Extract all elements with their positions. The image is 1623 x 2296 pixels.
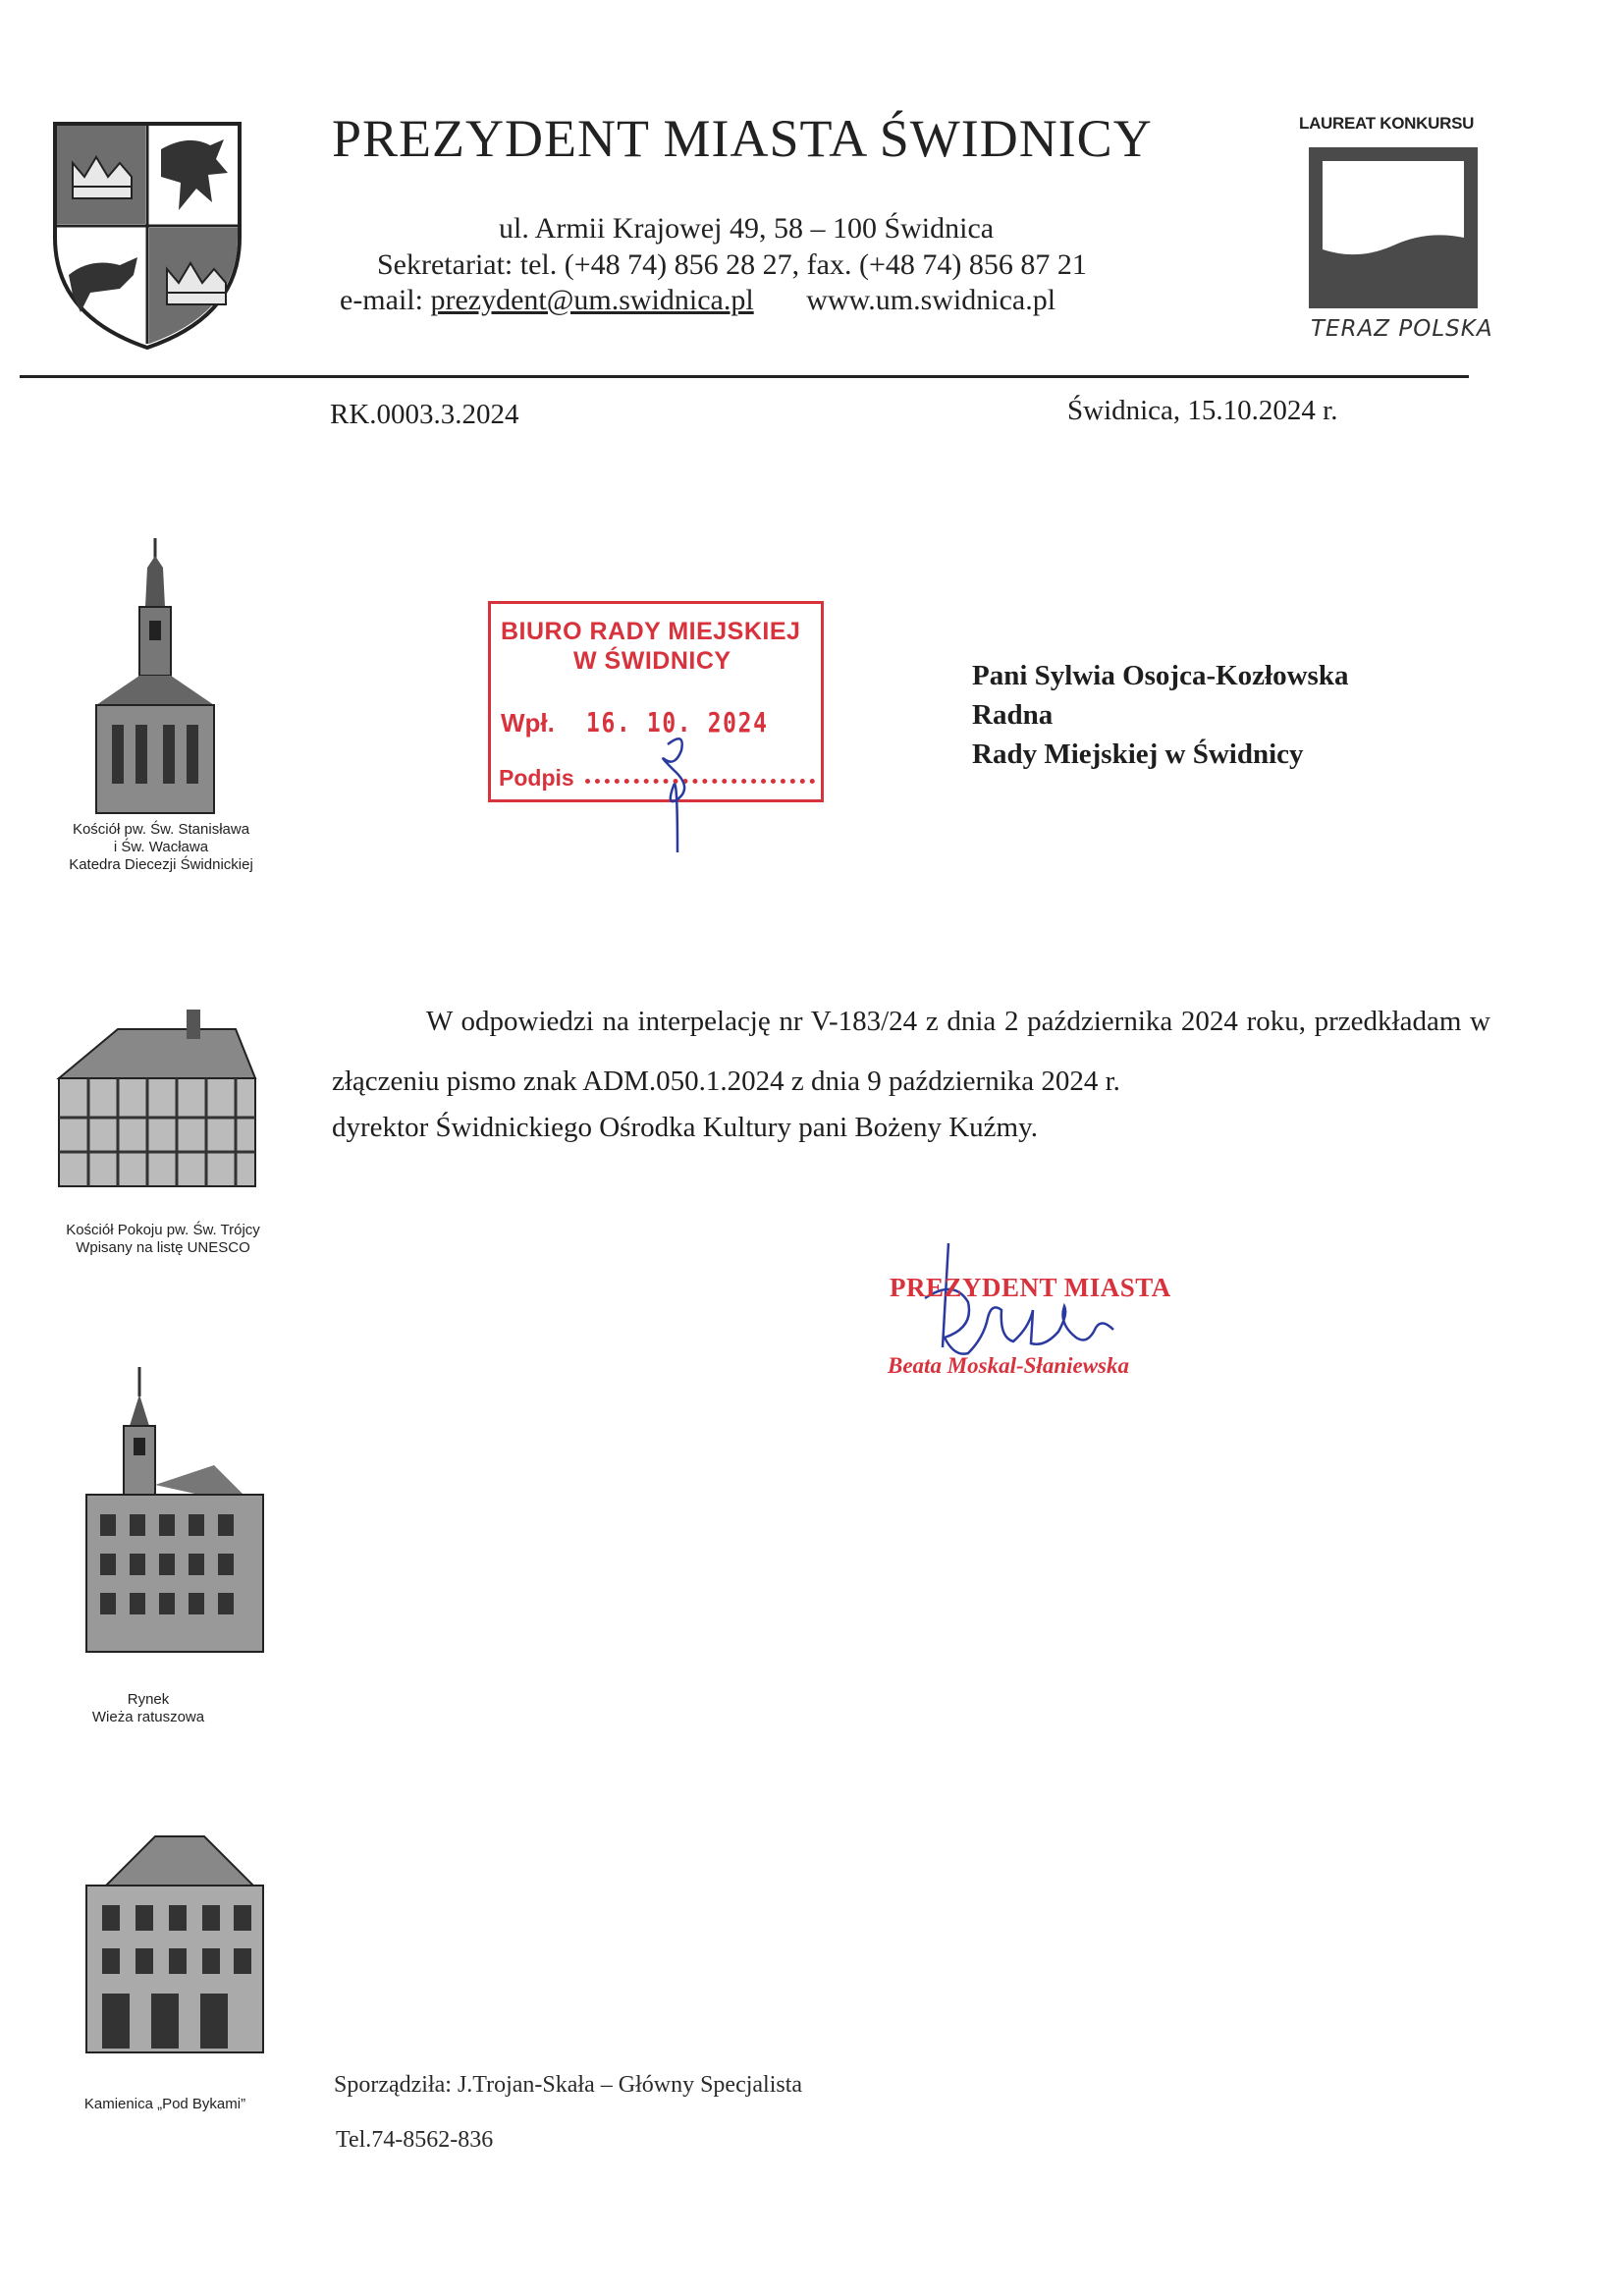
church-of-peace-drawing: [39, 1010, 269, 1192]
badge-top-text: LAUREAT KONKURSU: [1299, 114, 1475, 133]
coat-of-arms-emblem: [51, 120, 243, 352]
phone-line: Sekretariat: tel. (+48 74) 856 28 27, fax. (+48 74) 856 87 21: [377, 248, 1087, 281]
caption-line: Kościół pw. Św. Stanisława: [72, 821, 250, 838]
caption-line: Rynek: [127, 1691, 170, 1708]
body-paragraph: W odpowiedzi na interpelację nr V-183/24 z dnia 2 października 2024 roku, przedkładam w złączeniu pismo znak ADM.050.1.2024 z dnia 9 października 2024 r.: [332, 1006, 1490, 1097]
recipient-name: Pani Sylwia Osojca-Kozłowska: [972, 660, 1349, 691]
flag-logo-icon: [1309, 147, 1478, 308]
initials-scribble: [648, 731, 707, 852]
badge-bottom-text: TERAZ POLSKA: [1311, 316, 1493, 342]
caption-line: Katedra Diecezji Świdnickiej: [69, 856, 253, 873]
signature-name: Beata Moskal-Słaniewska: [888, 1353, 1130, 1378]
tower-caption: [75, 1691, 222, 1726]
header-divider: [20, 375, 1469, 378]
recipient-role: Radna: [972, 699, 1054, 731]
stamp-line: BIURO RADY MIEJSKIEJ: [501, 618, 801, 645]
stamp-received-date: 16. 10. 2024: [586, 706, 769, 738]
page-title: PREZYDENT MIASTA ŚWIDNICY: [332, 109, 1153, 168]
caption-line: Kościół Pokoju pw. Św. Trójcy: [66, 1222, 260, 1238]
prepared-by: Sporządziła: J.Trojan-Skała – Główny Specjalista: [334, 2072, 803, 2098]
cathedral-drawing: [57, 538, 253, 825]
reference-number: RK.0003.3.2024: [330, 399, 519, 430]
town-hall-tower-drawing: [47, 1367, 275, 1662]
cathedral-caption: [39, 821, 283, 874]
signature-title: PREZYDENT MIASTA: [890, 1273, 1171, 1302]
caption-line: Kamienica „Pod Bykami”: [83, 2096, 246, 2112]
body-last-line: dyrektor Świdnickiego Ośrodka Kultury pani Bożeny Kuźmy.: [332, 1112, 1038, 1143]
website-link[interactable]: www.um.swidnica.pl: [806, 284, 1056, 316]
contact-line: [340, 284, 1055, 317]
stamp-received-label: Wpł.: [501, 708, 555, 738]
caption-line: Wieża ratuszowa: [91, 1709, 205, 1725]
letter-date: Świdnica, 15.10.2024 r.: [1067, 395, 1338, 426]
teraz-polska-badge: [1299, 114, 1493, 350]
letter-body: [332, 992, 1490, 1112]
contact-phone: Tel.74-8562-836: [336, 2127, 494, 2153]
recipient-body: Rady Miejskiej w Świdnicy: [972, 738, 1304, 770]
address-line: ul. Armii Krajowej 49, 58 – 100 Świdnica: [499, 212, 995, 245]
church-caption: [43, 1222, 283, 1257]
house-caption: [57, 2096, 273, 2113]
caption-line: Wpisany na listę UNESCO: [76, 1239, 250, 1256]
tenement-house-drawing: [57, 1827, 275, 2060]
email-label: e-mail:: [340, 284, 423, 316]
caption-line: i Św. Wacława: [113, 839, 209, 855]
stamp-line: W ŚWIDNICY: [573, 647, 731, 675]
email-link[interactable]: prezydent@um.swidnica.pl: [430, 284, 754, 316]
recipient-block: [972, 656, 1348, 774]
stamp-signature-label: Podpis: [499, 765, 574, 791]
